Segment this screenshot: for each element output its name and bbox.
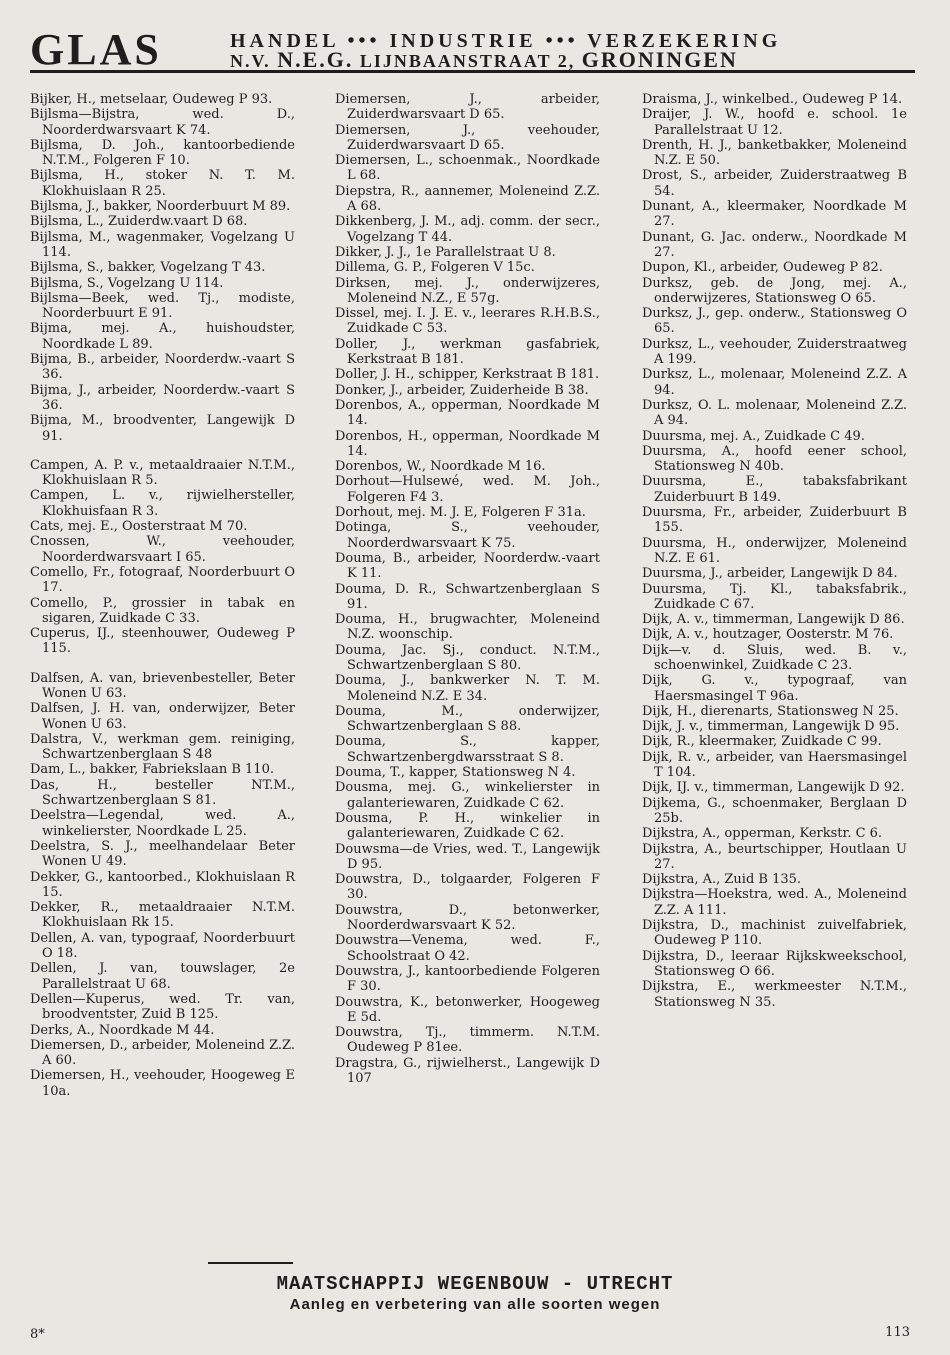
directory-entry: Diemersen, J., veehouder, Zuiderdwarsvaart D 65.: [335, 122, 600, 153]
directory-entry: Dorhout—Hulsewé, wed. M. Joh., Folgeren F4 3.: [335, 474, 600, 505]
directory-entry: Diepstra, R., aannemer, Moleneind Z.Z. A 68.: [335, 183, 600, 215]
directory-entry: Dikker, J. J., 1e Parallelstraat U 8.: [335, 244, 556, 260]
directory-entry: Dijkstra—Hoekstra, wed. A., Moleneind Z.Z. A 111.: [642, 887, 907, 918]
directory-entry: Dissel, mej. I. J. E. v., leerares R.H.B.S., Zuidkade C 53.: [335, 306, 600, 337]
directory-entry: Bijlsma, S., bakker, Vogelzang T 43.: [30, 260, 266, 276]
directory-entry: Durksz, geb. de Jong, mej. A., onderwijzeres, Stationsweg O 65.: [642, 275, 907, 306]
footer-company: MAATSCHAPPIJ WEGENBOUW - UTRECHT: [276, 1273, 674, 1295]
directory-entry: Dijk, A. v., timmerman, Langewijk D 86.: [642, 612, 905, 628]
directory-entry: Duursma, Fr., arbeider, Zuiderbuurt B 155.: [642, 505, 907, 536]
directory-entry: Douma, Jac. Sj., conduct. N.T.M., Schwartzenberglaan S 80.: [335, 642, 600, 673]
directory-entry: Dalfsen, J. H. van, onderwijzer, Beter Wonen U 63.: [30, 701, 295, 732]
directory-entry: Duursma, Tj. Kl., tabaksfabrik., Zuidkade C 67.: [642, 581, 907, 612]
directory-entry: Douma, J., bankwerker N. T. M. Moleneind N.Z. E 34.: [335, 673, 600, 704]
directory-entry: Douwstra, J., kantoorbediende Folgeren F 30.: [335, 963, 600, 995]
page-number: 113: [885, 1325, 910, 1340]
directory-entry: Duursma, H., onderwijzer, Moleneind N.Z. E 61.: [642, 535, 907, 566]
directory-entry: Bijma, B., arbeider, Noorderdw.-vaart S 36.: [30, 352, 295, 383]
page-signature: 8*: [30, 1327, 45, 1342]
directory-entry: Dillema, G. P., Folgeren V 15c.: [335, 260, 535, 276]
directory-entry: Douma, H., brugwachter, Moleneind N.Z. woonschip.: [335, 612, 600, 643]
directory-entry: Dikkenberg, J. M., adj. comm. der secr., Vogelzang T 44.: [335, 214, 600, 245]
directory-entry: Bijma, mej. A., huishoudster, Noordkade L 89.: [30, 321, 295, 352]
directory-entry: Douma, M., onderwijzer, Schwartzenberglaan S 88.: [335, 703, 600, 735]
directory-entry: Cuperus, IJ., steenhouwer, Oudeweg P 115.: [30, 626, 295, 657]
directory-entry: Duursma, J., arbeider, Langewijk D 84.: [642, 566, 898, 582]
directory-entry: Dalstra, V., werkman gem. reiniging, Schwartzenberglaan S 48: [30, 731, 295, 763]
directory-entry: Dellen, A. van, typograaf, Noorderbuurt O 18.: [30, 930, 295, 962]
directory-entry: Das, H., besteller NT.M., Schwartzenberglaan S 81.: [30, 777, 295, 809]
directory-entry: Dirksen, mej. J., onderwijzeres, Moleneind N.Z., E 57g.: [335, 275, 600, 306]
directory-entry: Dekker, R., metaaldraaier N.T.M. Klokhuislaan Rk 15.: [30, 900, 295, 931]
directory-entry: Duursma, mej. A., Zuidkade C 49.: [642, 428, 865, 444]
directory-entry: Dijk, R., kleermaker, Zuidkade C 99.: [642, 734, 882, 750]
directory-entry: Dekker, G., kantoorbed., Klokhuislaan R 15.: [30, 869, 295, 900]
directory-entry: Deelstra, S. J., meelhandelaar Beter Wonen U 49.: [30, 838, 295, 870]
directory-entry: Campen, A. P. v., metaaldraaier N.T.M., Klokhuislaan R 5.: [30, 457, 295, 489]
directory-entry: Douwstra, K., betonwerker, Hoogeweg E 5d.: [335, 994, 600, 1025]
header-line-1: HANDEL ••• INDUSTRIE ••• VERZEKERING: [230, 30, 782, 52]
directory-entry: Bijlsma, L., Zuiderdw.vaart D 68.: [30, 214, 248, 230]
directory-entry: Douwstra—Venema, wed. F., Schoolstraat O 42.: [335, 933, 600, 964]
directory-entry: Dellen—Kuperus, wed. Tr. van, broodventster, Zuid B 125.: [30, 991, 295, 1023]
directory-entry: Campen, L. v., rijwielhersteller, Klokhuisfaan R 3.: [30, 488, 295, 519]
directory-entry: Bijlsma—Bijstra, wed. D., Noorderdwarsvaart K 74.: [30, 107, 295, 138]
directory-entry: Douwstra, D., tolgaarder, Folgeren F 30.: [335, 872, 600, 903]
directory-entry: Dorhout, mej. M. J. E, Folgeren F 31a.: [335, 505, 586, 521]
directory-entry: Doller, J., werkman gasfabriek, Kerkstraat B 181.: [335, 336, 600, 368]
header-company: N.E.G.: [277, 47, 354, 72]
directory-entry: Diemersen, D., arbeider, Moleneind Z.Z. A 60.: [30, 1037, 295, 1069]
footer-divider: [208, 1262, 293, 1264]
directory-entry: Diemersen, L., schoenmak., Noordkade L 68.: [335, 153, 600, 184]
directory-entry: Comello, Fr., fotograaf, Noorderbuurt O 17.: [30, 564, 295, 596]
directory-entry: Bijlsma, S., Vogelzang U 114.: [30, 275, 224, 291]
directory-entry: Dalfsen, A. van, brievenbesteller, Beter Wonen U 63.: [30, 670, 295, 701]
header-title: GLAS: [30, 25, 162, 74]
directory-entry: Drost, S., arbeider, Zuiderstraatweg B 54.: [642, 168, 907, 199]
header-address: LIJNBAANSTRAAT 2,: [359, 51, 576, 71]
directory-entry: Bijlsma—Beek, wed. Tj., modiste, Noorderbuurt E 91.: [30, 290, 295, 322]
directory-entry: Dijk, A. v., houtzager, Oosterstr. M 76.: [642, 627, 894, 643]
directory-entry: Douwsma—de Vries, wed. T., Langewijk D 95.: [335, 841, 600, 872]
directory-entry: Bijlsma, H., stoker N. T. M. Klokhuislaan R 25.: [30, 168, 295, 199]
directory-entry: Dijk, G. v., typograaf, van Haersmasingel T 96a.: [642, 673, 907, 704]
directory-entry: Diemersen, J., arbeider, Zuiderdwarsvaart D 65.: [335, 92, 600, 123]
directory-entry: Dijk, J. v., timmerman, Langewijk D 95.: [642, 719, 900, 735]
directory-entry: Dijkstra, A., opperman, Kerkstr. C 6.: [642, 826, 883, 842]
directory-entry: Dijk—v. d. Sluis, wed. B. v., schoenwinkel, Zuidkade C 23.: [642, 642, 907, 673]
header-line-2: [230, 47, 915, 72]
directory-entry: Bijlsma, M., wagenmaker, Vogelzang U 114.: [30, 229, 295, 260]
header-prefix: N.V.: [230, 51, 271, 71]
directory-entry: Dousma, mej. G., winkelierster in galanteriewaren, Zuidkade C 62.: [335, 780, 600, 811]
directory-entry: Douma, B., arbeider, Noorderdw.-vaart K 11.: [335, 550, 600, 582]
directory-entry: Bijlsma, D. Joh., kantoorbediende N.T.M., Folgeren F 10.: [30, 137, 295, 169]
section-gap: [30, 657, 295, 671]
directory-entry: Cnossen, W., veehouder, Noorderdwarsvaart I 65.: [30, 534, 295, 565]
directory-column-1: [30, 92, 295, 1099]
directory-entry: Dorenbos, W., Noordkade M 16.: [335, 459, 546, 475]
directory-entry: Dijkstra, D., machinist zuivelfabriek, Oudeweg P 110.: [642, 918, 907, 949]
directory-entry: Bijlsma, J., bakker, Noorderbuurt M 89.: [30, 199, 291, 215]
directory-entry: Bijker, H., metselaar, Oudeweg P 93.: [30, 92, 273, 107]
directory-entry: Douma, T., kapper, Stationsweg N 4.: [335, 765, 576, 781]
header-city: GRONINGEN: [581, 47, 738, 72]
directory-entry: Dellen, J. van, touwslager, 2e Parallelstraat U 68.: [30, 961, 295, 992]
directory-entry: Cats, mej. E., Oosterstraat M 70.: [30, 519, 248, 535]
directory-entry: Duursma, E., tabaksfabrikant Zuiderbuurt B 149.: [642, 474, 907, 505]
directory-entry: Dijk, H., dierenarts, Stationsweg N 25.: [642, 703, 899, 719]
directory-entry: Dousma, P. H., winkelier in galanteriewaren, Zuidkade C 62.: [335, 810, 600, 842]
section-gap: [30, 444, 295, 458]
directory-column-2: [335, 92, 600, 1086]
directory-entry: Durksz, O. L. molenaar, Moleneind Z.Z. A 94.: [642, 397, 907, 429]
directory-entry: Dunant, G. Jac. onderw., Noordkade M 27.: [642, 229, 907, 260]
directory-entry: Bijma, J., arbeider, Noorderdw.-vaart S 36.: [30, 382, 295, 413]
directory-entry: Bijma, M., broodventer, Langewijk D 91.: [30, 413, 295, 444]
directory-entry: Donker, J., arbeider, Zuiderheide B 38.: [335, 382, 589, 398]
directory-entry: Douma, S., kapper, Schwartzenbergdwarsstraat S 8.: [335, 734, 600, 765]
directory-entry: Draisma, J., winkelbed., Oudeweg P 14.: [642, 92, 903, 107]
directory-entry: Dijk, IJ. v., timmerman, Langewijk D 92.: [642, 780, 905, 796]
directory-entry: Dotinga, S., veehouder, Noorderdwarsvaart K 75.: [335, 520, 600, 551]
directory-entry: Dam, L., bakker, Fabriekslaan B 110.: [30, 762, 274, 778]
directory-entry: Dragstra, G., rijwielherst., Langewijk D 107: [335, 1055, 600, 1086]
directory-entry: Draijer, J. W., hoofd e. school. 1e Parallelstraat U 12.: [642, 107, 907, 138]
directory-entry: Douma, D. R., Schwartzenberglaan S 91.: [335, 581, 600, 612]
directory-entry: Derks, A., Noordkade M 44.: [30, 1022, 215, 1038]
advertisement-header: [30, 25, 915, 74]
directory-entry: Dunant, A., kleermaker, Noordkade M 27.: [642, 199, 907, 230]
directory-entry: Deelstra—Legendal, wed. A., winkelierster, Noordkade L 25.: [30, 808, 295, 839]
directory-entry: Dijkstra, D., leeraar Rijkskweekschool, Stationsweg O 66.: [642, 948, 907, 979]
directory-entry: Douwstra, D., betonwerker, Noorderdwarsvaart K 52.: [335, 902, 600, 934]
directory-entry: Dijkstra, A., beurtschipper, Houtlaan U 27.: [642, 841, 907, 872]
directory-column-3: [642, 92, 907, 1010]
directory-entry: Diemersen, H., veehouder, Hoogeweg E 10a.: [30, 1068, 295, 1099]
directory-entry: Comello, P., grossier in tabak en sigaren, Zuidkade C 33.: [30, 595, 295, 626]
directory-entry: Duursma, A., hoofd eener school, Stationsweg N 40b.: [642, 443, 907, 475]
directory-entry: Dijkstra, A., Zuid B 135.: [642, 872, 802, 888]
directory-entry: Durksz, L., molenaar, Moleneind Z.Z. A 94.: [642, 367, 907, 398]
footer-tagline: Aanleg en verbetering van alle soorten wegen: [289, 1296, 661, 1313]
directory-entry: Dijkstra, E., werkmeester N.T.M., Stationsweg N 35.: [642, 979, 907, 1010]
directory-entry: Drenth, H. J., banketbakker, Moleneind N.Z. E 50.: [642, 137, 907, 169]
directory-entry: Dupon, Kl., arbeider, Oudeweg P 82.: [642, 260, 883, 276]
directory-entry: Dijkema, G., schoenmaker, Berglaan D 25b.: [642, 795, 907, 826]
directory-entry: Doller, J. H., schipper, Kerkstraat B 181.: [335, 367, 600, 383]
directory-entry: Durksz, J., gep. onderw., Stationsweg O 65.: [642, 306, 907, 337]
directory-entry: Durksz, L., veehouder, Zuiderstraatweg A 199.: [642, 336, 907, 368]
directory-entry: Dijk, R. v., arbeider, van Haersmasingel T 104.: [642, 749, 907, 781]
directory-entry: Dorenbos, H., opperman, Noordkade M 14.: [335, 428, 600, 459]
directory-entry: Douwstra, Tj., timmerm. N.T.M. Oudeweg P 81ee.: [335, 1025, 600, 1056]
directory-entry: Dorenbos, A., opperman, Noordkade M 14.: [335, 397, 600, 429]
